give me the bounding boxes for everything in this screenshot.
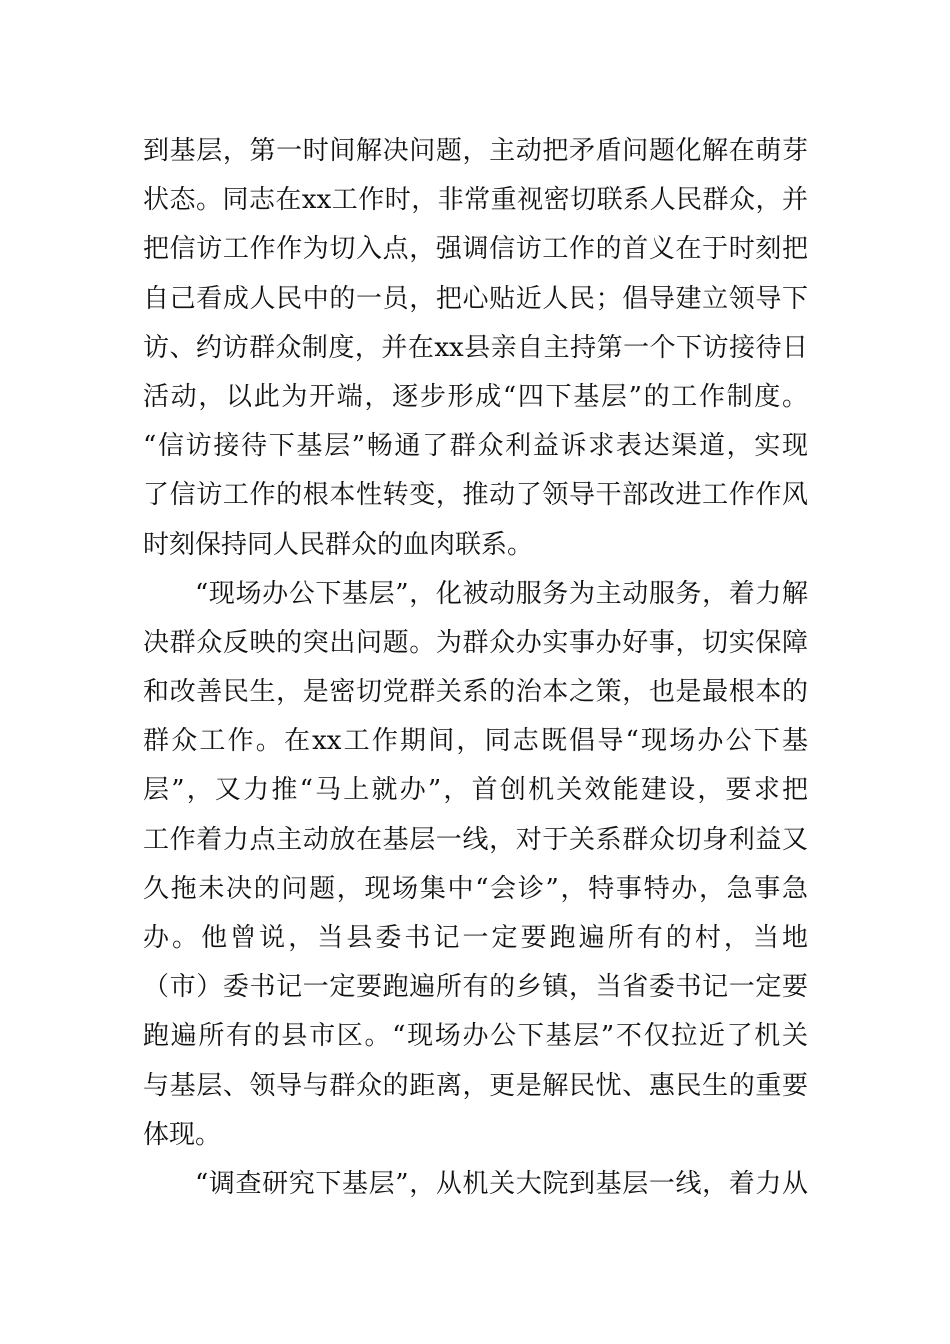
text-line: 时刻保持同人民群众的血肉联系。 — [143, 529, 534, 560]
text-line: “调查研究下基层”，从机关大院到基层一线，着力从 — [195, 1168, 808, 1199]
text-line: “现场办公下基层”，化被动服务为主动服务，着力解 — [195, 578, 808, 609]
text-line: 层”，又力推“马上就办”，首创机关效能建设，要求把 — [143, 775, 808, 806]
text-line: 久拖未决的问题，现场集中“会诊”，特事特办，急事急 — [143, 873, 808, 904]
text-line: 群众工作。在xx工作期间，同志既倡导“现场办公下基 — [143, 726, 808, 757]
text-line: 访、约访群众制度，并在xx县亲自主持第一个下访接待日 — [143, 332, 808, 363]
text-line: 了信访工作的根本性转变，推动了领导干部改进工作作风 — [143, 480, 808, 511]
text-line: 决群众反映的突出问题。为群众办实事办好事，切实保障 — [143, 627, 808, 658]
text-line: 活动，以此为开端，逐步形成“四下基层”的工作制度。 — [143, 381, 808, 412]
text-line: 自己看成人民中的一员，把心贴近人民；倡导建立领导下 — [143, 283, 808, 314]
text-line: 办。他曾说，当县委书记一定要跑遍所有的村，当地 — [143, 923, 808, 953]
text-line: 和改善民生，是密切党群关系的治本之策，也是最根本的 — [143, 677, 808, 708]
document-body — [143, 127, 808, 1209]
text-line: 与基层、领导与群众的距离，更是解民忧、惠民生的重要 — [143, 1070, 808, 1101]
text-line: 到基层，第一时间解决问题，主动把矛盾问题化解在萌芽 — [143, 136, 808, 166]
text-line: （市）委书记一定要跑遍所有的乡镇，当省委书记一定要 — [143, 972, 808, 1003]
text-line: 跑遍所有的县市区。“现场办公下基层”不仅拉近了机关 — [143, 1021, 808, 1052]
text-line: 体现。 — [143, 1119, 222, 1150]
text-line: “信访接待下基层”畅通了群众利益诉求表达渠道，实现 — [143, 431, 808, 462]
text-line: 把信访工作作为切入点，强调信访工作的首义在于时刻把 — [143, 234, 808, 265]
text-line: 状态。同志在xx工作时，非常重视密切联系人民群众，并 — [143, 185, 808, 216]
text-line: 工作着力点主动放在基层一线，对于关系群众切身利益又 — [143, 824, 808, 855]
